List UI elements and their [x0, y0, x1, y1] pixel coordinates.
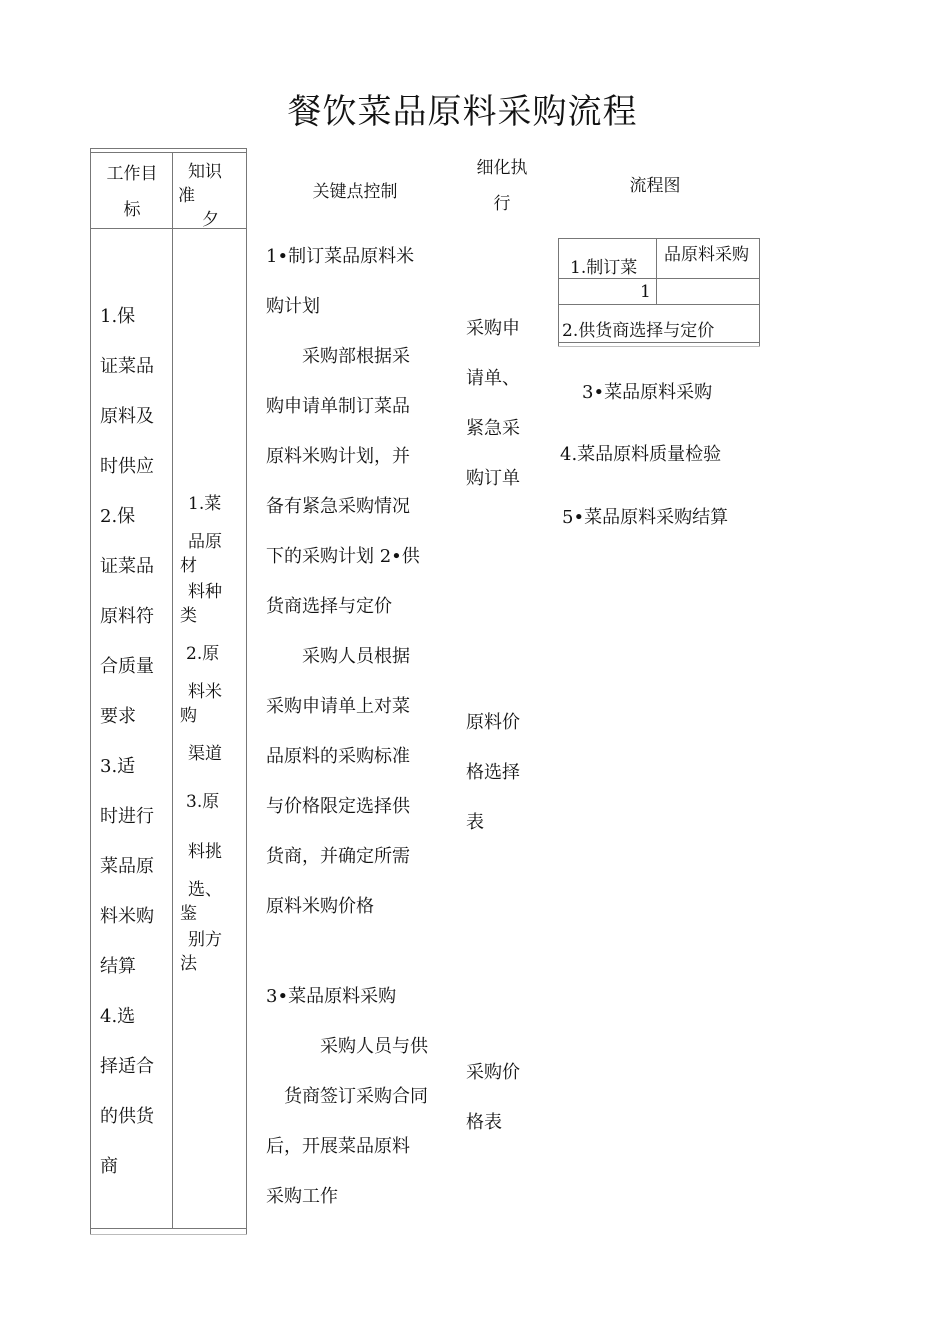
- goal-line: 菜品原: [100, 856, 154, 877]
- goal-line: 1.保: [100, 306, 136, 327]
- header-knowledge: 知识 准 夕: [178, 162, 222, 228]
- flow-step-5: 5•菜品原料采购结算: [562, 507, 729, 528]
- flow-step-4: 4.菜品原料质量检验: [560, 444, 722, 465]
- flow-step-1-label-cont: 品原料采购: [664, 245, 749, 265]
- header-work-goal: 工作目 标: [106, 164, 158, 220]
- header-flowchart: 流程图: [629, 176, 681, 196]
- knowledge-item-2: 2.原 料米 购 渠道: [180, 644, 222, 764]
- flow-step-3: 3•菜品原料采购: [582, 382, 713, 403]
- execution-docs-3: 采购价 格表: [466, 1062, 520, 1133]
- flow-step-number: 1: [640, 282, 651, 302]
- header-key-control: 关键点控制: [312, 182, 398, 202]
- goal-line: 3.适: [100, 756, 136, 777]
- execution-docs-1: 采购申 请单、 紧急采 购订单: [466, 318, 520, 489]
- goal-line: 时进行: [100, 806, 154, 827]
- key-control-section-3: 3•菜品原料采购 采购人员与供 货商签订采购合同 后，开展菜品原料 采购工作: [266, 986, 428, 1207]
- knowledge-item-1: 1.菜 品原 材 料种 类: [180, 494, 222, 626]
- goal-line: 证菜品: [100, 356, 154, 377]
- goal-line: 4.选: [100, 1006, 136, 1027]
- flow-step-2-label: 2.供货商选择与定价: [562, 321, 715, 341]
- execution-docs-2: 原料价 格选择 表: [466, 712, 520, 833]
- goal-line: 料米购: [100, 906, 154, 927]
- goal-line: 的供货: [100, 1106, 154, 1127]
- goal-line: 证菜品: [100, 556, 154, 577]
- key-control-section-1: 1•制订菜品原料米 购计划 采购部根据采 购申请单制订菜品 原料米购计划，并 备有紧急采购情况 下的采购计划 2•供 货商选择与定价 采购人员根据 采购申请单上对菜 品原料的采购标准 与价格限定选择供 货商，并确定所需 原料米购价格: [266, 246, 420, 917]
- page-title: 餐饮菜品原料采购流程: [287, 92, 638, 132]
- knowledge-item-3: 3.原 料挑 选、 鉴 别方 法: [180, 792, 222, 974]
- goal-line: 原料符: [100, 606, 154, 627]
- goals-column: [100, 292, 170, 1192]
- goal-line: 要求: [100, 706, 136, 727]
- goal-line: 结算: [100, 956, 136, 977]
- header-execution: 细化执 行: [476, 158, 528, 214]
- goal-line: 时供应: [100, 456, 154, 477]
- goal-line: 商: [100, 1156, 118, 1177]
- goal-line: 原料及: [100, 406, 154, 427]
- flow-step-1-label: 1.制订菜: [570, 258, 638, 278]
- goal-line: 择适合: [100, 1056, 154, 1077]
- goal-line: 合质量: [100, 656, 154, 677]
- flowchart-box: [558, 238, 760, 346]
- goal-line: 2.保: [100, 506, 136, 527]
